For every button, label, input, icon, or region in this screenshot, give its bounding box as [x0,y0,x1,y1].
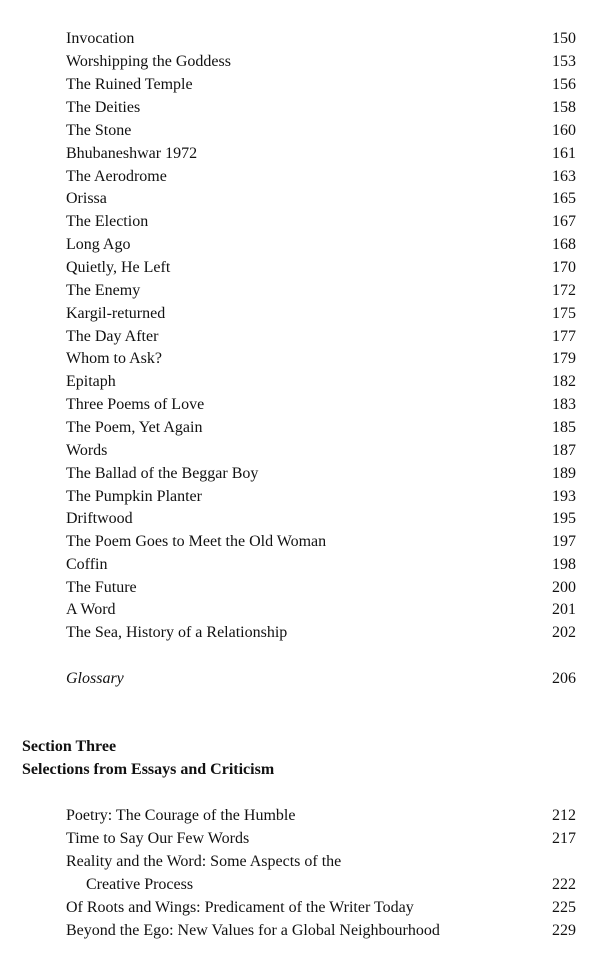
entry-page: 160 [552,122,576,139]
entry-title: Quietly, He Left [66,259,171,276]
entry-title: Orissa [66,190,107,207]
toc-entry [66,577,576,599]
entry-title: The Aerodrome [66,168,167,185]
toc-entry [66,97,576,119]
entry-title: Reality and the Word: Some Aspects of the [66,853,342,870]
toc-entry [66,143,576,165]
entry-page: 165 [552,190,576,207]
entry-page: 175 [552,305,576,322]
entry-title: Creative Process [86,876,194,893]
entry-title: The Ruined Temple [66,76,193,93]
entry-title: The Pumpkin Planter [66,488,202,505]
entry-title: The Poem, Yet Again [66,419,203,436]
toc-entry [66,920,576,942]
toc-entry [66,74,576,96]
toc-entry [66,440,576,462]
entry-page: 172 [552,282,576,299]
toc-entry [66,51,576,73]
entry-title: Words [66,442,108,459]
entry-title: Poetry: The Courage of the Humble [66,807,296,824]
toc-entry [66,508,576,530]
entry-title: The Stone [66,122,132,139]
entry-page: 193 [552,488,576,505]
toc-entry [66,851,576,873]
entry-title: The Sea, History of a Relationship [66,624,288,641]
entry-title: The Ballad of the Beggar Boy [66,465,259,482]
entry-title: Coffin [66,556,108,573]
entry-page: 163 [552,168,576,185]
toc-entry [66,28,576,50]
entry-page: 161 [552,145,576,162]
entry-page: 182 [552,373,576,390]
entry-title: Driftwood [66,510,133,527]
entry-title: Bhubaneshwar 1972 [66,145,198,162]
entry-title: Whom to Ask? [66,350,162,367]
toc-entry [66,394,576,416]
entry-page: 197 [552,533,576,550]
entry-title: The Poem Goes to Meet the Old Woman [66,533,327,550]
entry-title: Beyond the Ego: New Values for a Global Neighbourhood [66,922,440,939]
entry-title: Glossary [66,670,124,687]
entry-page: 153 [552,53,576,70]
entry-title: Kargil-returned [66,305,166,322]
entry-title: Epitaph [66,373,116,390]
entry-page: 229 [552,922,576,939]
toc-entry [66,417,576,439]
entry-page: 177 [552,328,576,345]
toc-entry [66,486,576,508]
entry-page: 225 [552,899,576,916]
entry-page: 200 [552,579,576,596]
toc-entry [66,805,576,827]
entry-page: 167 [552,213,576,230]
toc-entry [66,897,576,919]
entry-page: 156 [552,76,576,93]
entry-title: Invocation [66,30,135,47]
toc-entry [66,348,576,370]
entry-page: 158 [552,99,576,116]
toc-entry [66,234,576,256]
toc-entry [66,188,576,210]
toc-entry [66,211,576,233]
entry-page: 170 [552,259,576,276]
section-subheading: Selections from Essays and Criticism [22,761,275,778]
entry-title: Long Ago [66,236,131,253]
entry-title: The Election [66,213,149,230]
toc-entry [66,622,576,644]
entry-page: 189 [552,465,576,482]
entry-page: 195 [552,510,576,527]
entry-page: 222 [552,876,576,893]
entry-page: 212 [552,807,576,824]
entry-title: Worshipping the Goddess [66,53,231,70]
toc-entry [66,463,576,485]
toc-entry-continuation [86,874,576,896]
toc-entry [66,531,576,553]
toc-entry [66,303,576,325]
toc-entry [66,828,576,850]
toc-entry [66,371,576,393]
entry-title: The Future [66,579,137,596]
entry-title: A Word [66,601,116,618]
entry-page: 185 [552,419,576,436]
section-heading: Section Three [22,738,117,755]
entry-page: 150 [552,30,576,47]
entry-title: The Enemy [66,282,141,299]
entry-page: 179 [552,350,576,367]
toc-entry [66,326,576,348]
entry-title: Time to Say Our Few Words [66,830,250,847]
entry-page: 201 [552,601,576,618]
entry-page: 183 [552,396,576,413]
entry-page: 187 [552,442,576,459]
toc-entry-glossary [66,668,576,690]
entry-title: The Deities [66,99,141,116]
toc-entry [66,257,576,279]
toc-entry [66,599,576,621]
toc-entry [66,554,576,576]
toc-entry [66,166,576,188]
entry-title: Three Poems of Love [66,396,205,413]
entry-page: 206 [552,670,576,687]
entry-title: The Day After [66,328,159,345]
entry-page: 198 [552,556,576,573]
toc-entry [66,280,576,302]
entry-page: 168 [552,236,576,253]
entry-page: 217 [552,830,576,847]
entry-title: Of Roots and Wings: Predicament of the Writer Today [66,899,414,916]
toc-entry [66,120,576,142]
entry-page: 202 [552,624,576,641]
